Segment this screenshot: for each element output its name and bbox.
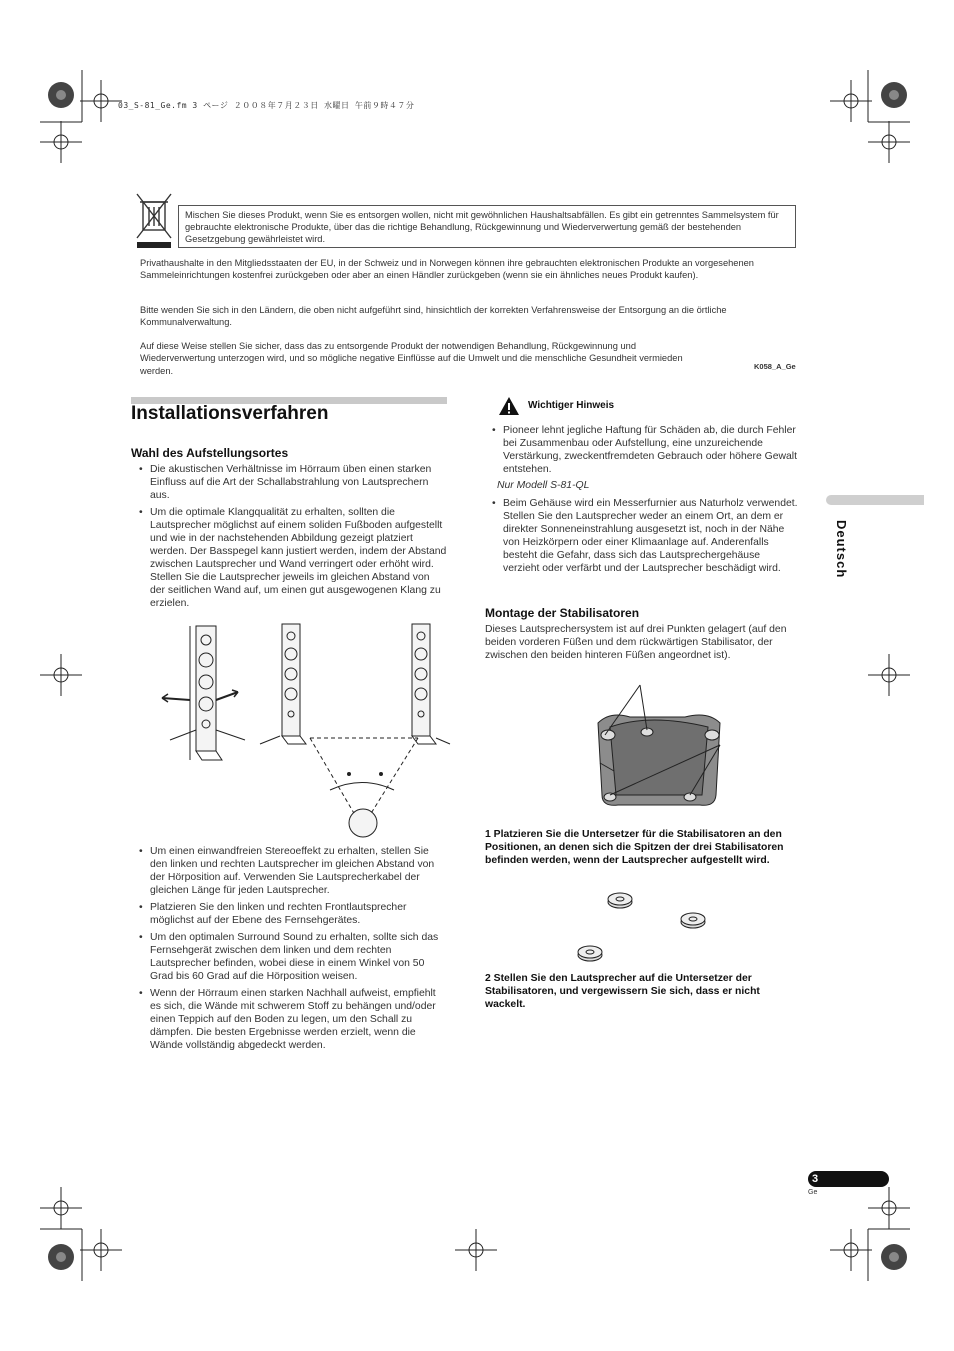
coaster-icon bbox=[605, 890, 635, 910]
stabilizer-heading: Montage der Stabilisatoren bbox=[485, 606, 640, 620]
warning-icon bbox=[498, 396, 520, 416]
disposal-paragraph-1: Privathaushalte in den Mitgliedsstaaten der EU, in der Schweiz und in Norwegen können ihre gebrauchten elektronischen Produkte an vorgesehenen Sammeleinrichtungen kostenfrei zurückgeben oder aber an einen Händler zurückgeben (wenn sie ein ähnliches neues Produkt kaufen). bbox=[140, 258, 754, 281]
page-language-code: Ge bbox=[808, 1189, 818, 1196]
placement-list-1 bbox=[139, 463, 447, 614]
placement-illustration bbox=[150, 620, 470, 840]
stabilizer-intro: Dieses Lautsprechersystem ist auf drei Punkten gelagert (auf den beiden vorderen Füßen und dem rückwärtigen Stabilisator, der zwischen den beiden hinteren Füßen angeordnet ist). bbox=[485, 624, 787, 661]
page-number: 3 bbox=[811, 1173, 819, 1185]
list-item: • Beim Gehäuse wird ein Messerfurnier aus Naturholz verwendet. Stellen Sie den Lautsprecher weder an einem Ort, an dem er direkter Sonneneinstrahlung ausgesetzt ist, noch in der Nähe von Heizkörpern oder einer Klimaanlage auf. Anderenfalls besteht die Gefahr, dass sich das Lautsprechergehäuse verzieht oder verfärbt und der Lautsprecher beschädigt wird. bbox=[492, 497, 798, 575]
coaster-icon bbox=[575, 943, 605, 963]
important-list-2 bbox=[492, 497, 798, 579]
list-item: • Wenn der Hörraum einen starken Nachhall aufweist, empfiehlt es sich, die Wände mit schwerem Stoff zu behängen und/oder einen Teppich auf den Boden zu legen, um den Schall zu dämpfen. Die besten Ergebnisse werden erzielt, wenn die Wände vollständig abgedeckt werden. bbox=[139, 987, 447, 1052]
step-1: 1 Platzieren Sie die Untersetzer für die Stabilisatoren an den Positionen, an denen sich die Spitzen der drei Stabilisatoren befinden werden, wenn der Lautsprecher aufgestellt wird. bbox=[485, 829, 784, 866]
disposal-notice: Mischen Sie dieses Produkt, wenn Sie es entsorgen wollen, nicht mit gewöhnlichen Haushaltsabfällen. Es gibt ein getrenntes Sammelsystem für gebrauchte elektronische Produkte, über das die richtige Behandlung, Rückgewinnung und Wiederverwertung gemäß der bestehenden Gesetzgebung gewährleistet wird. bbox=[178, 205, 796, 248]
coaster-icon bbox=[678, 910, 708, 930]
language-text: Deutsch bbox=[834, 520, 849, 579]
language-label bbox=[824, 520, 854, 580]
step-2: 2 Stellen Sie den Lautsprecher auf die Untersetzer der Stabilisatoren, und vergewissern Sie sich, dass er nicht wackelt. bbox=[485, 973, 760, 1010]
list-item: • Um den optimalen Surround Sound zu erhalten, sollte sich das Fernsehgerät zwischen dem linken und dem rechten Lautsprecher befinden, wobei diese in einem Winkel von 50 Grad bis 60 Grad auf die Hörposition weisen. bbox=[139, 931, 447, 983]
language-tab bbox=[826, 495, 924, 505]
list-item: • Um die optimale Klangqualität zu erhalten, sollten die Lautsprecher möglichst auf einem soliden Fußboden aufgestellt und wie in der nachstehenden Abbildung gezeigt platziert werden. Der Basspegel kann justiert werden, indem der Abstand zwischen Lautsprecher und Wand verringert oder erhöht wird. Stellen Sie die Lautsprecher jeweils im gleichen Abstand von der seitlichen Wand auf, um einen gut ausgewogenen Klang zu erzielen. bbox=[139, 506, 447, 610]
important-title: Wichtiger Hinweis bbox=[528, 400, 615, 411]
placement-list-2 bbox=[139, 845, 447, 1056]
disposal-paragraph-2: Bitte wenden Sie sich in den Ländern, die oben nicht aufgeführt sind, hinsichtlich der korrekten Verfahrensweise der Entsorgung an die örtliche Kommunalverwaltung. bbox=[140, 305, 727, 328]
disposal-paragraph-3: Auf diese Weise stellen Sie sicher, dass das zu entsorgende Produkt der notwendigen Behandlung, Rückgewinnung und Wiederverwertung unterzogen wird, und so mögliche negative Einflüsse auf die Umwelt und die menschliche Gesundheit vermieden werden. bbox=[140, 341, 683, 376]
stabilizer-illustration bbox=[590, 683, 740, 823]
list-item: • Die akustischen Verhältnisse im Hörraum üben einen starken Einfluss auf die Art der Schallabstrahlung von Lautsprechern aus. bbox=[139, 463, 447, 502]
list-item: • Platzieren Sie den linken und rechten Frontlautsprecher möglichst auf der Ebene des Fernsehgerätes. bbox=[139, 901, 447, 927]
file-header: 03_S-81_Ge.fm 3 ページ ２００８年７月２３日 水曜日 午前９時４７分 bbox=[118, 101, 415, 110]
important-list-1 bbox=[492, 424, 798, 480]
model-note: Nur Modell S-81-QL bbox=[497, 480, 590, 491]
list-item: • Um einen einwandfreien Stereoeffekt zu erhalten, stellen Sie den linken und rechten Lautsprecher im gleichen Abstand von der Hörposition auf. Verwenden Sie Lautsprecherkabel der gleichen Länge für jeden Lautsprecher. bbox=[139, 845, 447, 897]
placement-heading: Wahl des Aufstellungsortes bbox=[131, 446, 289, 460]
disposal-code: K058_A_Ge bbox=[754, 362, 796, 371]
list-item: • Pioneer lehnt jegliche Haftung für Schäden ab, die durch Fehler bei Zusammenbau oder Aufstellung, eine unzureichende Verstärkung, zweckentfremdeten Gebrauch oder höhere Gewalt entstehen. bbox=[492, 424, 798, 476]
section-title: Installationsverfahren bbox=[131, 403, 329, 424]
crossed-bin-icon bbox=[135, 192, 175, 252]
